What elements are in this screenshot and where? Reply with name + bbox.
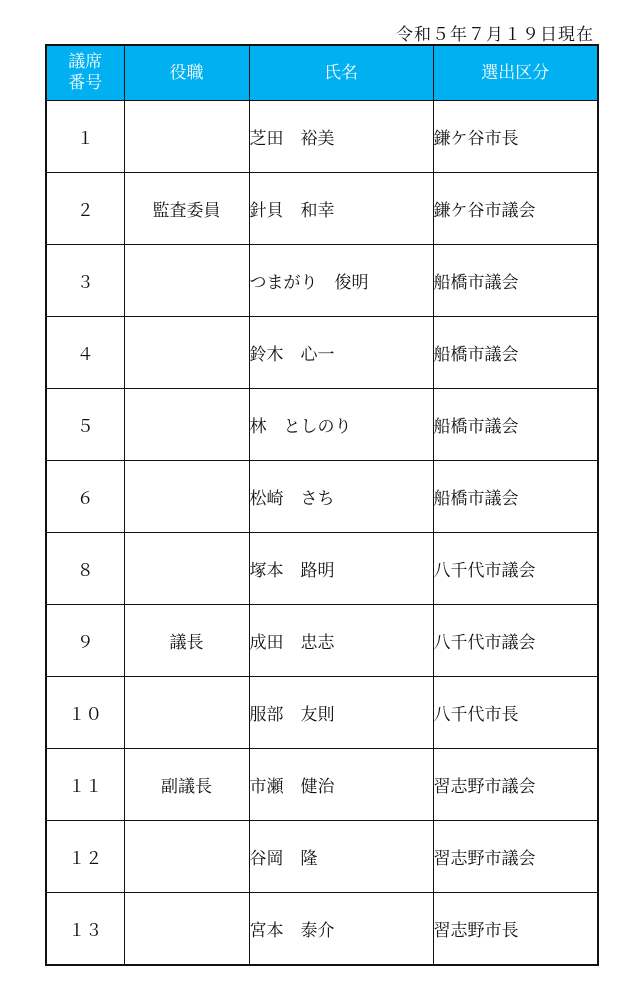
district: 船橋市議会 <box>433 389 598 461</box>
table-row <box>46 677 598 749</box>
district: 八千代市議会 <box>433 605 598 677</box>
member-name: 塚本 路明 <box>249 533 433 605</box>
seat-number: １ <box>46 101 124 173</box>
role: 議長 <box>124 605 249 677</box>
member-roster-table <box>45 44 599 966</box>
table-row <box>46 533 598 605</box>
table-row <box>46 461 598 533</box>
table-row <box>46 389 598 461</box>
seat-number: １２ <box>46 821 124 893</box>
role <box>124 389 249 461</box>
member-name: 芝田 裕美 <box>249 101 433 173</box>
role <box>124 245 249 317</box>
member-name: 宮本 泰介 <box>249 893 433 966</box>
seat-number: １３ <box>46 893 124 966</box>
table-row <box>46 101 598 173</box>
table-row <box>46 605 598 677</box>
header-district: 選出区分 <box>433 45 598 101</box>
header-seat-number <box>46 45 124 101</box>
district: 船橋市議会 <box>433 461 598 533</box>
role <box>124 461 249 533</box>
role: 副議長 <box>124 749 249 821</box>
seat-number: １１ <box>46 749 124 821</box>
header-role: 役職 <box>124 45 249 101</box>
member-name: 市瀬 健治 <box>249 749 433 821</box>
district: 習志野市議会 <box>433 749 598 821</box>
table-row <box>46 749 598 821</box>
role <box>124 533 249 605</box>
district: 鎌ケ谷市長 <box>433 101 598 173</box>
table-row <box>46 893 598 966</box>
header-name: 氏名 <box>249 45 433 101</box>
table-row <box>46 173 598 245</box>
seat-number: ５ <box>46 389 124 461</box>
as-of-date: 令和５年７月１９日現在 <box>396 25 594 45</box>
seat-number: １０ <box>46 677 124 749</box>
member-name: 針貝 和幸 <box>249 173 433 245</box>
table-row <box>46 317 598 389</box>
member-name: 林 としのり <box>249 389 433 461</box>
seat-number: ６ <box>46 461 124 533</box>
district: 八千代市議会 <box>433 533 598 605</box>
table-row <box>46 245 598 317</box>
district: 八千代市長 <box>433 677 598 749</box>
district: 船橋市議会 <box>433 245 598 317</box>
district: 船橋市議会 <box>433 317 598 389</box>
header-seat-line2: 番号 <box>68 73 103 93</box>
seat-number: ８ <box>46 533 124 605</box>
district: 習志野市長 <box>433 893 598 966</box>
member-name: 鈴木 心一 <box>249 317 433 389</box>
role <box>124 821 249 893</box>
seat-number: ９ <box>46 605 124 677</box>
member-name: つまがり 俊明 <box>249 245 433 317</box>
role <box>124 101 249 173</box>
table-header-row <box>46 45 598 101</box>
header-seat-line1: 議席 <box>68 52 103 72</box>
role <box>124 893 249 966</box>
role <box>124 317 249 389</box>
member-name: 谷岡 隆 <box>249 821 433 893</box>
role <box>124 677 249 749</box>
district: 鎌ケ谷市議会 <box>433 173 598 245</box>
role: 監査委員 <box>124 173 249 245</box>
member-name: 成田 忠志 <box>249 605 433 677</box>
district: 習志野市議会 <box>433 821 598 893</box>
seat-number: ４ <box>46 317 124 389</box>
member-name: 服部 友則 <box>249 677 433 749</box>
member-name: 松崎 さち <box>249 461 433 533</box>
seat-number: ２ <box>46 173 124 245</box>
table-row <box>46 821 598 893</box>
seat-number: ３ <box>46 245 124 317</box>
